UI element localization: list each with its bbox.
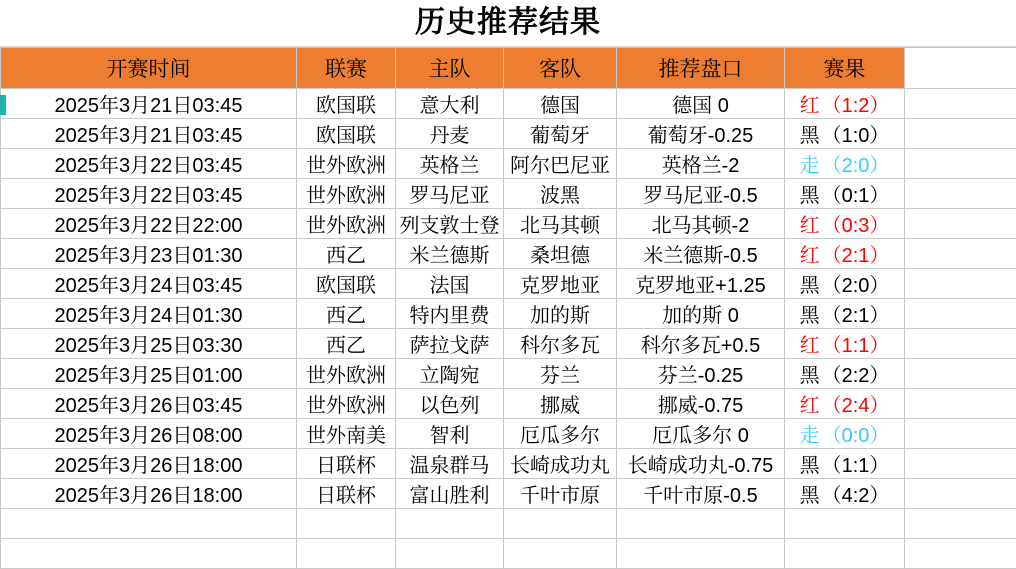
column-header-empty — [905, 48, 1016, 89]
cell-empty[interactable] — [1, 509, 297, 539]
cell-empty[interactable] — [905, 209, 1016, 239]
result-score: （2:4） — [822, 389, 890, 418]
cell-empty[interactable] — [617, 539, 785, 569]
cell-away[interactable]: 葡萄牙 — [504, 119, 617, 149]
cell-empty[interactable] — [905, 479, 1016, 509]
result-label: 黑 — [800, 299, 822, 328]
table-row[interactable] — [1, 329, 1016, 359]
column-header-home[interactable]: 主队 — [396, 48, 504, 89]
cell-league[interactable]: 西乙 — [297, 299, 396, 329]
cell-home[interactable]: 立陶宛 — [396, 359, 504, 389]
cell-empty[interactable] — [785, 509, 905, 539]
cell-line[interactable]: 罗马尼亚-0.5 — [617, 179, 785, 209]
cell-result[interactable] — [785, 239, 905, 269]
table-body — [1, 89, 1016, 569]
cell-empty[interactable] — [905, 449, 1016, 479]
cell-league[interactable]: 西乙 — [297, 329, 396, 359]
cell-league[interactable]: 日联杯 — [297, 449, 396, 479]
result-score: （1:1） — [822, 449, 890, 478]
cell-away[interactable]: 芬兰 — [504, 359, 617, 389]
cell-result[interactable] — [785, 269, 905, 299]
table-row[interactable] — [1, 419, 1016, 449]
cell-result[interactable] — [785, 299, 905, 329]
cell-empty[interactable] — [905, 269, 1016, 299]
cell-time[interactable]: 2025年3月21日03:45 — [1, 119, 297, 149]
cell-away[interactable]: 阿尔巴尼亚 — [504, 149, 617, 179]
cell-empty[interactable] — [1, 539, 297, 569]
cell-empty[interactable] — [905, 149, 1016, 179]
result-label: 走 — [800, 419, 822, 448]
table-row[interactable] — [1, 389, 1016, 419]
cell-away[interactable]: 厄瓜多尔 — [504, 419, 617, 449]
result-score: （0:1） — [822, 179, 890, 208]
table-row[interactable] — [1, 89, 1016, 119]
table-row[interactable] — [1, 479, 1016, 509]
result-score: （1:1） — [822, 329, 890, 358]
table-row[interactable] — [1, 119, 1016, 149]
table-row[interactable] — [1, 299, 1016, 329]
cell-time[interactable]: 2025年3月23日01:30 — [1, 239, 297, 269]
cell-home[interactable]: 英格兰 — [396, 149, 504, 179]
cell-league[interactable]: 欧国联 — [297, 89, 396, 119]
cell-time[interactable]: 2025年3月26日18:00 — [1, 479, 297, 509]
cell-time[interactable]: 2025年3月25日01:00 — [1, 359, 297, 389]
cell-line[interactable]: 北马其顿-2 — [617, 209, 785, 239]
cell-league[interactable]: 世外欧洲 — [297, 359, 396, 389]
cell-league[interactable]: 欧国联 — [297, 119, 396, 149]
cell-home[interactable]: 丹麦 — [396, 119, 504, 149]
cell-home[interactable]: 特内里费 — [396, 299, 504, 329]
table-row[interactable] — [1, 359, 1016, 389]
result-label: 黑 — [800, 179, 822, 208]
cell-line[interactable]: 英格兰-2 — [617, 149, 785, 179]
cell-result[interactable] — [785, 329, 905, 359]
cell-line[interactable]: 挪威-0.75 — [617, 389, 785, 419]
result-score: （0:3） — [822, 209, 890, 238]
result-label: 黑 — [800, 449, 822, 478]
cell-time[interactable]: 2025年3月25日03:30 — [1, 329, 297, 359]
cell-away[interactable]: 克罗地亚 — [504, 269, 617, 299]
result-score: （1:2） — [822, 89, 890, 118]
cell-empty[interactable] — [905, 359, 1016, 389]
cell-empty[interactable] — [396, 539, 504, 569]
result-label: 黑 — [800, 119, 822, 148]
cell-home[interactable]: 罗马尼亚 — [396, 179, 504, 209]
cell-result[interactable] — [785, 389, 905, 419]
cell-time[interactable]: 2025年3月26日08:00 — [1, 419, 297, 449]
cell-away[interactable]: 科尔多瓦 — [504, 329, 617, 359]
result-score: （4:2） — [822, 479, 890, 508]
cell-time[interactable]: 2025年3月22日03:45 — [1, 179, 297, 209]
cell-line[interactable]: 科尔多瓦+0.5 — [617, 329, 785, 359]
cell-away[interactable]: 波黑 — [504, 179, 617, 209]
cell-home[interactable]: 意大利 — [396, 89, 504, 119]
cell-time[interactable]: 2025年3月24日03:45 — [1, 269, 297, 299]
cell-time[interactable]: 2025年3月22日22:00 — [1, 209, 297, 239]
cell-empty[interactable] — [504, 539, 617, 569]
cell-away[interactable]: 千叶市原 — [504, 479, 617, 509]
header-row — [1, 48, 1016, 89]
table-row[interactable] — [1, 269, 1016, 299]
cell-empty[interactable] — [905, 239, 1016, 269]
cell-result[interactable] — [785, 449, 905, 479]
page-title: 历史推荐结果 — [415, 8, 601, 38]
result-score: （0:0） — [822, 419, 890, 448]
result-score: （1:0） — [822, 119, 890, 148]
cell-line[interactable]: 德国 0 — [617, 89, 785, 119]
cell-home[interactable]: 以色列 — [396, 389, 504, 419]
cell-league[interactable]: 世外欧洲 — [297, 209, 396, 239]
table-row[interactable] — [1, 149, 1016, 179]
cell-empty[interactable] — [504, 509, 617, 539]
cell-empty[interactable] — [297, 509, 396, 539]
table-row-empty[interactable] — [1, 509, 1016, 539]
row-selection-marker — [0, 95, 6, 115]
cell-league[interactable]: 世外欧洲 — [297, 179, 396, 209]
result-label: 红 — [800, 89, 822, 118]
cell-time[interactable]: 2025年3月21日03:45 — [1, 89, 297, 119]
cell-empty[interactable] — [297, 539, 396, 569]
cell-away[interactable]: 北马其顿 — [504, 209, 617, 239]
cell-result[interactable] — [785, 179, 905, 209]
cell-away[interactable]: 桑坦德 — [504, 239, 617, 269]
cell-home[interactable]: 法国 — [396, 269, 504, 299]
cell-home[interactable]: 米兰德斯 — [396, 239, 504, 269]
table-row[interactable] — [1, 209, 1016, 239]
cell-league[interactable]: 世外南美 — [297, 419, 396, 449]
cell-result[interactable] — [785, 359, 905, 389]
result-label: 红 — [800, 209, 822, 238]
cell-empty[interactable] — [905, 119, 1016, 149]
column-header-result[interactable]: 赛果 — [785, 48, 905, 89]
cell-result[interactable] — [785, 119, 905, 149]
page-title-row — [0, 0, 1016, 47]
result-score: （2:1） — [822, 239, 890, 268]
cell-result[interactable] — [785, 209, 905, 239]
cell-line[interactable]: 长崎成功丸-0.75 — [617, 449, 785, 479]
cell-empty[interactable] — [905, 539, 1016, 569]
cell-result[interactable] — [785, 149, 905, 179]
table-row[interactable] — [1, 179, 1016, 209]
cell-empty[interactable] — [905, 179, 1016, 209]
cell-home[interactable]: 列支敦士登 — [396, 209, 504, 239]
cell-line[interactable]: 厄瓜多尔 0 — [617, 419, 785, 449]
cell-result[interactable] — [785, 479, 905, 509]
cell-time[interactable]: 2025年3月24日01:30 — [1, 299, 297, 329]
cell-line[interactable]: 芬兰-0.25 — [617, 359, 785, 389]
result-score: （2:1） — [822, 299, 890, 328]
result-label: 红 — [800, 329, 822, 358]
result-label: 黑 — [800, 479, 822, 508]
cell-empty[interactable] — [396, 509, 504, 539]
cell-line[interactable]: 千叶市原-0.5 — [617, 479, 785, 509]
result-score: （2:2） — [822, 359, 890, 388]
cell-line[interactable]: 米兰德斯-0.5 — [617, 239, 785, 269]
table-row[interactable] — [1, 449, 1016, 479]
column-header-league[interactable]: 联赛 — [297, 48, 396, 89]
result-label: 红 — [800, 389, 822, 418]
cell-empty[interactable] — [905, 389, 1016, 419]
result-label: 走 — [800, 149, 822, 178]
cell-time[interactable]: 2025年3月26日18:00 — [1, 449, 297, 479]
cell-away[interactable]: 加的斯 — [504, 299, 617, 329]
cell-league[interactable]: 西乙 — [297, 239, 396, 269]
cell-empty[interactable] — [905, 509, 1016, 539]
cell-empty[interactable] — [905, 89, 1016, 119]
cell-league[interactable]: 世外欧洲 — [297, 149, 396, 179]
cell-away[interactable]: 德国 — [504, 89, 617, 119]
cell-league[interactable]: 日联杯 — [297, 479, 396, 509]
result-label: 黑 — [800, 269, 822, 298]
table-header — [1, 48, 1016, 89]
cell-empty[interactable] — [905, 419, 1016, 449]
result-score: （2:0） — [822, 149, 890, 178]
cell-home[interactable]: 萨拉戈萨 — [396, 329, 504, 359]
result-label: 黑 — [800, 359, 822, 388]
cell-time[interactable]: 2025年3月22日03:45 — [1, 149, 297, 179]
cell-league[interactable]: 世外欧洲 — [297, 389, 396, 419]
cell-league[interactable]: 欧国联 — [297, 269, 396, 299]
cell-empty[interactable] — [905, 299, 1016, 329]
column-header-time[interactable]: 开赛时间 — [1, 48, 297, 89]
cell-time[interactable]: 2025年3月26日03:45 — [1, 389, 297, 419]
cell-away[interactable]: 挪威 — [504, 389, 617, 419]
result-label: 红 — [800, 239, 822, 268]
cell-home[interactable]: 富山胜利 — [396, 479, 504, 509]
cell-empty[interactable] — [905, 329, 1016, 359]
table-row-empty[interactable] — [1, 539, 1016, 569]
cell-line[interactable]: 葡萄牙-0.25 — [617, 119, 785, 149]
cell-line[interactable]: 克罗地亚+1.25 — [617, 269, 785, 299]
cell-home[interactable]: 智利 — [396, 419, 504, 449]
cell-result[interactable] — [785, 89, 905, 119]
cell-line[interactable]: 加的斯 0 — [617, 299, 785, 329]
result-score: （2:0） — [822, 269, 890, 298]
cell-empty[interactable] — [617, 509, 785, 539]
cell-away[interactable]: 长崎成功丸 — [504, 449, 617, 479]
history-results-table — [0, 47, 1016, 569]
cell-home[interactable]: 温泉群马 — [396, 449, 504, 479]
table-row[interactable] — [1, 239, 1016, 269]
column-header-line[interactable]: 推荐盘口 — [617, 48, 785, 89]
cell-result[interactable] — [785, 419, 905, 449]
cell-empty[interactable] — [785, 539, 905, 569]
column-header-away[interactable]: 客队 — [504, 48, 617, 89]
